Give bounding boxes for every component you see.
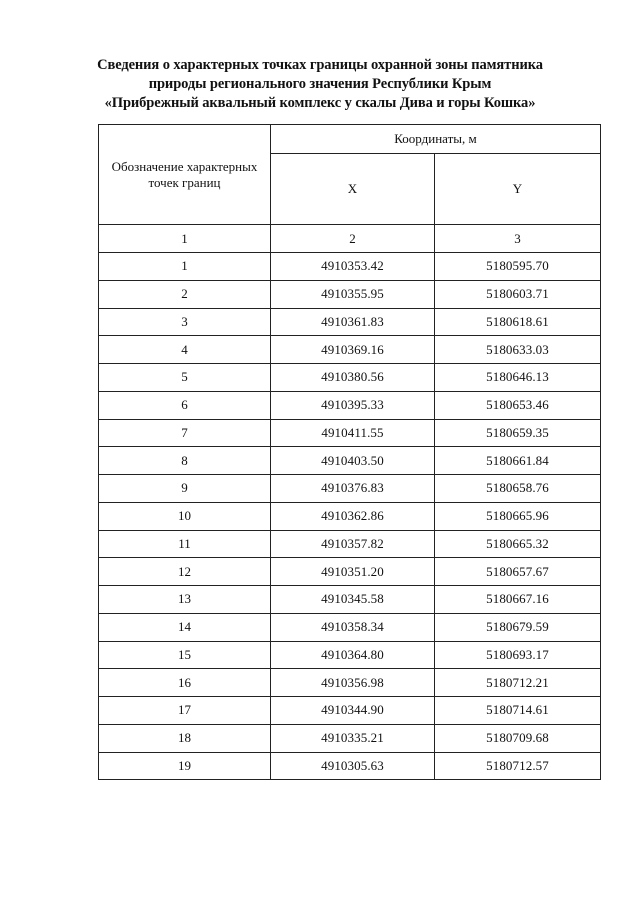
table-row [99, 613, 601, 641]
x-coordinate-cell: 4910355.95 [271, 280, 435, 308]
y-coordinate-cell: 5180665.32 [435, 530, 601, 558]
y-coordinate-cell: 5180618.61 [435, 308, 601, 336]
point-cell: 5 [99, 364, 271, 392]
point-cell: 13 [99, 586, 271, 614]
title-line-1: Сведения о характерных точках границы охранной зоны памятника [97, 57, 543, 73]
y-coordinate-cell: 5180665.96 [435, 502, 601, 530]
coordinates-table [98, 124, 601, 780]
header-point-designation: Обозначение характерных точек границ [99, 125, 271, 225]
point-cell: 14 [99, 613, 271, 641]
point-cell: 1 [99, 253, 271, 281]
table-row [99, 558, 601, 586]
x-coordinate-cell: 4910395.33 [271, 391, 435, 419]
document-title [0, 56, 640, 113]
x-coordinate-cell: 4910335.21 [271, 724, 435, 752]
table-row [99, 752, 601, 780]
x-coordinate-cell: 4910351.20 [271, 558, 435, 586]
y-coordinate-cell: 5180679.59 [435, 613, 601, 641]
y-coordinate-cell: 5180659.35 [435, 419, 601, 447]
x-coordinate-cell: 4910362.86 [271, 502, 435, 530]
title-line-3: «Прибрежный аквальный комплекс у скалы Дива и горы Кошка» [104, 95, 536, 111]
x-coordinate-cell: 4910344.90 [271, 697, 435, 725]
y-coordinate-cell: 5180595.70 [435, 253, 601, 281]
table-row [99, 419, 601, 447]
column-number: 2 [271, 225, 435, 253]
point-cell: 8 [99, 447, 271, 475]
table-row [99, 586, 601, 614]
x-coordinate-cell: 4910364.80 [271, 641, 435, 669]
x-coordinate-cell: 4910345.58 [271, 586, 435, 614]
point-cell: 15 [99, 641, 271, 669]
point-cell: 4 [99, 336, 271, 364]
x-coordinate-cell: 4910305.63 [271, 752, 435, 780]
table-row [99, 336, 601, 364]
point-cell: 2 [99, 280, 271, 308]
point-cell: 17 [99, 697, 271, 725]
y-coordinate-cell: 5180657.67 [435, 558, 601, 586]
table-row [99, 447, 601, 475]
table-row [99, 530, 601, 558]
y-coordinate-cell: 5180693.17 [435, 641, 601, 669]
point-cell: 18 [99, 724, 271, 752]
x-coordinate-cell: 4910361.83 [271, 308, 435, 336]
y-coordinate-cell: 5180653.46 [435, 391, 601, 419]
x-coordinate-cell: 4910380.56 [271, 364, 435, 392]
point-cell: 9 [99, 475, 271, 503]
x-coordinate-cell: 4910356.98 [271, 669, 435, 697]
x-coordinate-cell: 4910358.34 [271, 613, 435, 641]
point-cell: 16 [99, 669, 271, 697]
y-coordinate-cell: 5180667.16 [435, 586, 601, 614]
y-coordinate-cell: 5180603.71 [435, 280, 601, 308]
title-line-2: природы регионального значения Республики Крым [148, 76, 492, 92]
table-row [99, 280, 601, 308]
x-coordinate-cell: 4910357.82 [271, 530, 435, 558]
column-number-row [99, 225, 601, 253]
point-cell: 7 [99, 419, 271, 447]
table-row [99, 308, 601, 336]
table-row [99, 253, 601, 281]
header-y: Y [435, 154, 601, 225]
x-coordinate-cell: 4910376.83 [271, 475, 435, 503]
table-row [99, 391, 601, 419]
y-coordinate-cell: 5180712.21 [435, 669, 601, 697]
point-cell: 3 [99, 308, 271, 336]
column-number: 3 [435, 225, 601, 253]
table-row [99, 475, 601, 503]
table-row [99, 724, 601, 752]
point-cell: 6 [99, 391, 271, 419]
point-cell: 12 [99, 558, 271, 586]
y-coordinate-cell: 5180709.68 [435, 724, 601, 752]
point-cell: 19 [99, 752, 271, 780]
table-row [99, 364, 601, 392]
y-coordinate-cell: 5180633.03 [435, 336, 601, 364]
column-number: 1 [99, 225, 271, 253]
y-coordinate-cell: 5180661.84 [435, 447, 601, 475]
header-x: X [271, 154, 435, 225]
x-coordinate-cell: 4910369.16 [271, 336, 435, 364]
x-coordinate-cell: 4910353.42 [271, 253, 435, 281]
header-coordinates: Координаты, м [271, 125, 601, 154]
y-coordinate-cell: 5180646.13 [435, 364, 601, 392]
point-cell: 10 [99, 502, 271, 530]
point-cell: 11 [99, 530, 271, 558]
table-row [99, 669, 601, 697]
y-coordinate-cell: 5180712.57 [435, 752, 601, 780]
x-coordinate-cell: 4910403.50 [271, 447, 435, 475]
table-row [99, 641, 601, 669]
y-coordinate-cell: 5180658.76 [435, 475, 601, 503]
table-row [99, 697, 601, 725]
y-coordinate-cell: 5180714.61 [435, 697, 601, 725]
x-coordinate-cell: 4910411.55 [271, 419, 435, 447]
table-row [99, 502, 601, 530]
